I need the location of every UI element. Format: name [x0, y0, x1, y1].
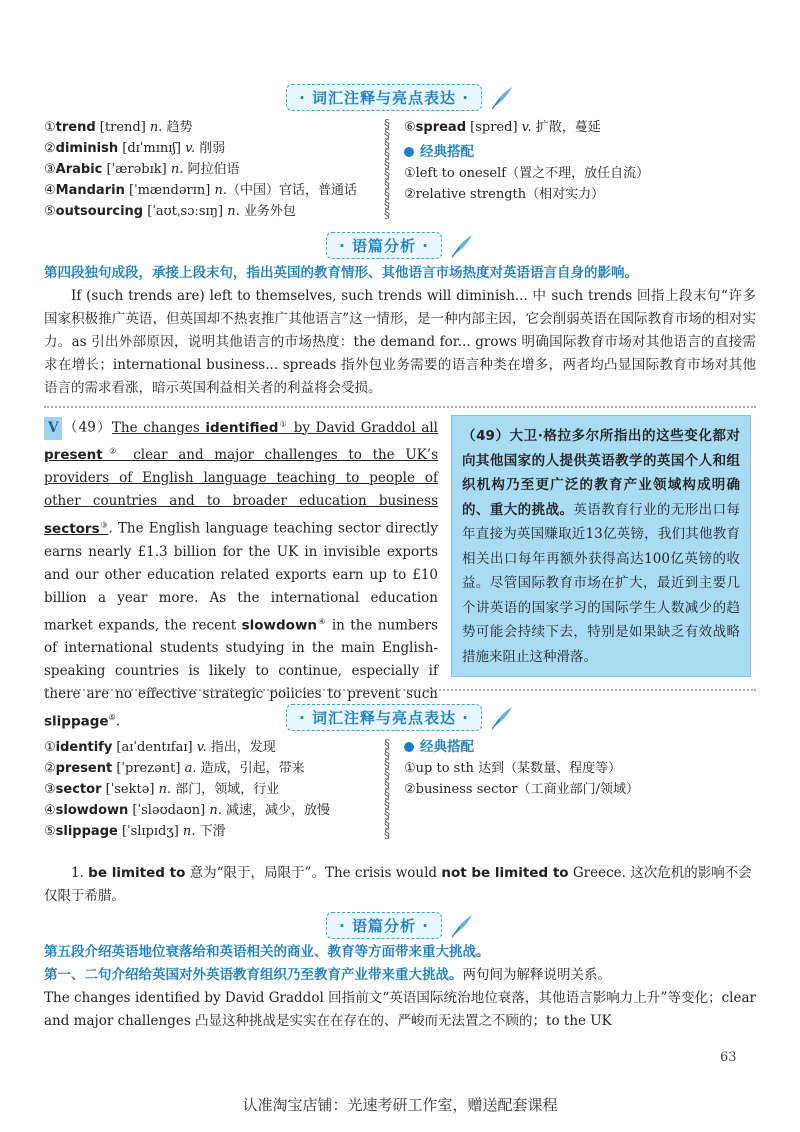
analysis-heading: 第五段介绍英语地位衰落给和英语相关的商业、教育等方面带来重大挑战。 — [44, 944, 490, 960]
collocation-item: ②relative strength（相对实力） — [404, 187, 605, 202]
wavy-divider: § § § § § § § § § § — [384, 117, 390, 221]
page-number: 63 — [720, 1050, 737, 1065]
vocab-banner-label: · 词汇注释与亮点表达 · — [286, 704, 482, 731]
quill-pen-icon — [488, 705, 514, 731]
collocation-item: ②business sector（工商业部门/领域） — [404, 782, 640, 797]
analysis-body: The changes identified by David Graddol 回指前文“英语国际统治地位衰落，其他语言影响力上升”等变化；clear and major challenges 凸显这种挑战是实实在在存在的、严峻而无法置之不顾的；to the UK — [44, 990, 756, 1029]
vocab-entry: ⑤slippage [ˈslɪpɪdʒ] n. 下滑 — [44, 824, 226, 839]
bullet-dot-icon — [404, 742, 414, 752]
vocab-entry: ①identify [aɪˈdentɪfaɪ] v. 指出，发现 — [44, 740, 276, 755]
discourse-analysis-5 — [44, 941, 756, 1033]
analysis-subheading: 第一、二句介绍给英国对外英语教育组织乃至教育产业带来重大挑战。两句间为解释说明关系。 — [44, 967, 611, 983]
translation-rest: 英语教育行业的无形出口每年直接为英国赚取近13亿英镑，我们其他教育相关出口每年再额外获得高达100亿英镑的收益。尽管国际教育市场在扩大，最近到主要几个讲英语的国家学习的国际学生人数减少的趋势可能会持续下去，特别是如果缺乏有效战略措施来阻止这种滑落。 — [462, 501, 741, 665]
collocation-item: ①left to oneself（置之不理，放任自流） — [404, 166, 650, 181]
collocation-heading: 经典搭配 — [404, 142, 756, 163]
vocab-left-column — [44, 737, 379, 842]
vocab-entry: ①trend [trend] n. 趋势 — [44, 120, 193, 135]
vocab-entry: ⑥spread [spred] v. 扩散，蔓延 — [404, 120, 601, 135]
vocab-list-2 — [44, 737, 756, 847]
paragraph-roman-numeral: V — [44, 417, 62, 440]
footer-note: 认准淘宝店铺：光速考研工作室，赠送配套课程 — [242, 1096, 558, 1114]
section-divider — [44, 406, 756, 408]
vocab-entry: ②diminish [dɪˈmɪnɪʃ] v. 削弱 — [44, 141, 226, 156]
section-divider — [44, 689, 756, 691]
translation-highlight: （49）大卫·格拉多尔所指出的这些变化都对向其他国家的人提供英语教学的英国个人和组织机构乃至更广泛的教育产业领域构成明确的、重大的挑战。 — [462, 428, 740, 518]
vocab-entry: ②present [ˈprezənt] a. 造成，引起，带来 — [44, 761, 305, 776]
wavy-divider: § § § § § § § § § § — [384, 737, 390, 841]
vocab-entry: ④Mandarin [ˈmændərɪn] n.（中国）官话，普通话 — [44, 183, 358, 198]
vocab-banner — [286, 704, 514, 731]
quill-pen-icon — [448, 913, 474, 939]
discourse-analysis-4 — [44, 262, 756, 400]
vocab-entry: ⑤outsourcing [ˈaʊtˌsɔːsɪŋ] n. 业务外包 — [44, 204, 296, 219]
vocab-right-column — [404, 737, 756, 800]
vocab-list-1 — [44, 117, 756, 227]
vocab-entry: ③sector [ˈsektə] n. 部门，领域，行业 — [44, 782, 280, 797]
collocation-item: ①up to sth 达到（某数量、程度等） — [404, 761, 622, 776]
analysis-banner — [326, 912, 474, 939]
vocab-left-column — [44, 117, 379, 222]
analysis-banner-label: · 语篇分析 · — [326, 232, 442, 259]
quill-pen-icon — [448, 233, 474, 259]
translation-box — [451, 415, 751, 677]
vocab-right-column — [404, 117, 756, 205]
quill-pen-icon — [488, 85, 514, 111]
passage-paragraph-5: V （49）The changes identified① by David Graddol all present② clear and major challenges to the UK’s providers of English language teaching to people of other countries and to broader education business sectors③. The English language teaching sector directly earns nearly £1.3 billion for the UK in invisible exports and our other education related exports earn up to £10 billion a year more. As the international education market expands, the recent slowdown④ in the numbers of international students studying in the main English-speaking countries is likely to continue, especially if there are no effective strategic policies to prevent such slippage⑤. — [44, 412, 438, 734]
bullet-dot-icon — [404, 147, 414, 157]
collocation-heading: 经典搭配 — [404, 737, 756, 758]
vocab-banner-label: · 词汇注释与亮点表达 · — [286, 84, 482, 111]
vocab-banner — [286, 84, 514, 111]
usage-note: 1. be limited to 意为“限于，局限于”。The crisis would not be limited to Greece. 这次危机的影响不会仅限于希腊。 — [44, 865, 752, 904]
vocab-entry: ④slowdown [ˈsləʊdaʊn] n. 减速，减少，放慢 — [44, 803, 331, 818]
analysis-banner-label: · 语篇分析 · — [326, 912, 442, 939]
analysis-banner — [326, 232, 474, 259]
analysis-heading: 第四段独句成段，承接上段末句，指出英国的教育情形、其他语言市场热度对英语语言自身的影响。 — [44, 265, 638, 281]
vocab-entry: ③Arabic [ˈærəbɪk] n. 阿拉伯语 — [44, 162, 240, 177]
analysis-body: If (such trends are) left to themselves, such trends will diminish... 中 such trends 回指上段末句“许多国家积极推广英语，但英国却不热衷推广其他语言”这一情形，是一种内部主因，它会削弱英语在国际教育市场的相对实力。as 引出外部原因，说明其他语言的市场热度：the demand for... grows 明确国际教育市场对其他语言的直接需求在增长；international business... spreads 指外包业务需要的语言种类在增多，两者均凸显国际教育市场对其他语言的需求看涨，暗示英国利益相关者的利益将会受损。 — [44, 288, 756, 396]
